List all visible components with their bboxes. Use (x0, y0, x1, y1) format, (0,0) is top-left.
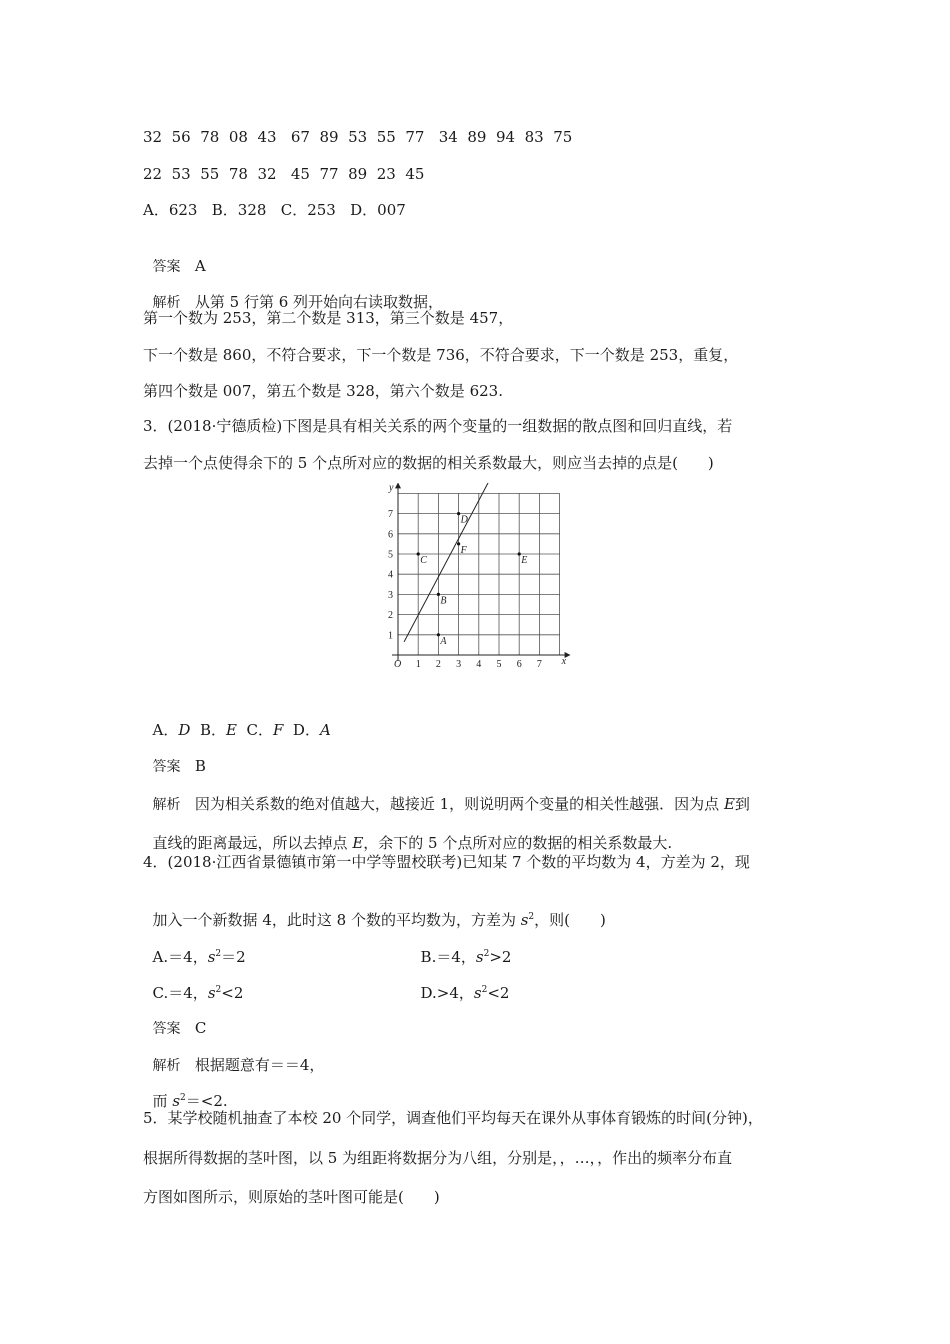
x-tick-labels (416, 659, 542, 670)
superscript-2: 2 (528, 912, 535, 922)
point-label-f: F (460, 544, 467, 556)
question-3-options (143, 700, 331, 740)
regression-line (404, 483, 489, 642)
option-text: D.>4， (420, 984, 474, 1002)
point-label-e: E (521, 555, 528, 566)
y-tick-label: 3 (388, 589, 393, 601)
answer-label: 答案 (152, 1021, 181, 1037)
superscript-2: 2 (180, 1093, 186, 1103)
explanation-q4-line2 (143, 1071, 228, 1111)
option-text: C.＝4， (152, 984, 208, 1002)
explanation-text: 从第 5 行第 6 列开始向右读取数据， (194, 293, 444, 311)
q4-option-d (411, 963, 509, 1003)
data-points (417, 512, 528, 647)
y-tick-label: 5 (388, 549, 393, 561)
variable-s: s (172, 1092, 181, 1110)
explanation-q4-line1 (143, 1035, 324, 1076)
y-tick-label: 2 (388, 610, 393, 622)
explanation-label: 解析 (152, 1058, 181, 1074)
superscript-2: 2 (215, 985, 222, 995)
answer-q4 (143, 998, 206, 1039)
explanation-text: 直线的距离最远，所以去掉点 (152, 834, 353, 852)
answer-label: 答案 (152, 759, 181, 775)
x-tick-label: 1 (415, 659, 421, 670)
explanation-q2-line4: 第四个数是 007，第五个数是 328，第六个数是 623. (143, 382, 503, 400)
y-tick-labels (388, 509, 393, 641)
x-tick-label: 2 (435, 659, 441, 670)
answer-value: A (194, 257, 206, 275)
x-tick-label: 4 (476, 659, 482, 670)
plot-grid (398, 493, 560, 655)
explanation-label: 解析 (152, 797, 181, 813)
option-a-prefix: A． (152, 721, 179, 739)
scatter-plot (380, 483, 580, 673)
variable-e: E (723, 795, 735, 813)
question-text-end: ，则( ) (534, 911, 606, 929)
question-5-line3: 方图如图所示，则原始的茎叶图可能是( ) (143, 1188, 440, 1206)
variable-s: s (520, 911, 529, 929)
q4-option-b (411, 927, 511, 967)
explanation-text: 因为相关系数的绝对值越大，越接近 1，则说明两个变量的相关性越强．因为点 (194, 795, 724, 813)
explanation-text-end: ＝<2. (185, 1092, 228, 1110)
question-3-line2: 去掉一个点使得余下的 5 个点所对应的数据的相关系数最大，则应当去掉的点是( ) (143, 454, 714, 472)
origin-label: O (394, 659, 402, 670)
q4-option-c (143, 963, 243, 1003)
explanation-label: 解析 (152, 295, 181, 311)
question-3-line1: 3．(2018·宁德质检)下图是具有相关关系的两个变量的一组数据的散点图和回归直线，若 (143, 417, 733, 435)
option-c-value: F (272, 721, 284, 739)
point-label-d: D (460, 514, 468, 526)
random-number-row-1: 32 56 78 08 43 67 89 53 55 77 34 89 94 83 75 (143, 128, 573, 146)
answer-q3 (143, 736, 206, 777)
option-d-prefix: D． (283, 721, 320, 739)
option-text: A.＝4， (152, 948, 208, 966)
superscript-2: 2 (481, 985, 488, 995)
answer-value: C (194, 1019, 207, 1037)
q4-option-a (143, 927, 246, 967)
answer-value: B (194, 757, 206, 775)
explanation-text: 而 (152, 1092, 173, 1110)
variable-e: E (352, 834, 364, 852)
explanation-q3-line1 (143, 774, 750, 815)
option-tail: >2 (489, 948, 512, 966)
q2-options: A．623 B．328 C．253 D．007 (143, 201, 406, 219)
variable-s: s (207, 948, 216, 966)
option-a-value: D (178, 721, 191, 739)
random-number-row-2: 22 53 55 78 32 45 77 89 23 45 (143, 165, 425, 183)
y-axis-label: y (389, 483, 394, 494)
question-4-line2 (143, 890, 606, 930)
y-tick-label: 6 (388, 529, 393, 541)
option-text: B.＝4， (420, 948, 476, 966)
question-4-line1: 4．(2018·江西省景德镇市第一中学等盟校联考)已知某 7 个数的平均数为 4，方差为 2，现 (143, 853, 750, 871)
variable-s: s (475, 948, 484, 966)
option-c-prefix: C． (236, 721, 273, 739)
y-tick-label: 1 (388, 630, 393, 642)
answer-q2 (143, 236, 206, 277)
x-tick-label: 6 (516, 659, 522, 670)
explanation-q2-line3: 下一个数是 860，不符合要求，下一个数是 736，不符合要求，下一个数是 253，重复， (143, 346, 739, 364)
question-text: 加入一个新数据 4，此时这 8 个数的平均数为，方差为 (152, 911, 521, 929)
option-tail: ＝2 (221, 948, 246, 966)
y-tick-label: 4 (388, 569, 393, 581)
x-tick-label: 5 (496, 659, 502, 670)
option-tail: <2 (221, 984, 244, 1002)
explanation-q2-line1 (143, 272, 443, 313)
x-tick-label: 7 (536, 659, 542, 670)
explanation-text: 根据题意有＝＝4， (194, 1056, 325, 1074)
explanation-text-end: 到 (734, 795, 750, 813)
variable-s: s (207, 984, 216, 1002)
point-label-c: C (420, 555, 427, 566)
explanation-q3-line2 (143, 813, 672, 853)
point-label-b: B (440, 595, 447, 607)
explanation-text-end: ，余下的 5 个点所对应的数据的相关系数最大. (363, 834, 673, 852)
option-b-prefix: B． (190, 721, 226, 739)
option-b-value: E (225, 721, 237, 739)
explanation-q2-line2: 第一个数为 253，第二个数是 313，第三个数是 457， (143, 309, 514, 327)
superscript-2: 2 (215, 949, 222, 959)
point-label-a: A (440, 635, 447, 647)
x-axis-label: x (561, 656, 567, 667)
question-5-line2: 根据所得数据的茎叶图，以 5 为组距将数据分为八组，分别是，，…，，作出的频率分布直 (143, 1149, 733, 1167)
y-tick-label: 7 (388, 509, 393, 521)
option-d-value: A (319, 721, 331, 739)
superscript-2: 2 (483, 949, 490, 959)
variable-s: s (473, 984, 482, 1002)
option-tail: <2 (487, 984, 510, 1002)
question-5-line1: 5．某学校随机抽查了本校 20 个同学，调查他们平均每天在课外从事体育锻炼的时间(分钟)， (143, 1109, 763, 1127)
answer-label: 答案 (152, 259, 181, 275)
x-tick-label: 3 (456, 659, 462, 670)
